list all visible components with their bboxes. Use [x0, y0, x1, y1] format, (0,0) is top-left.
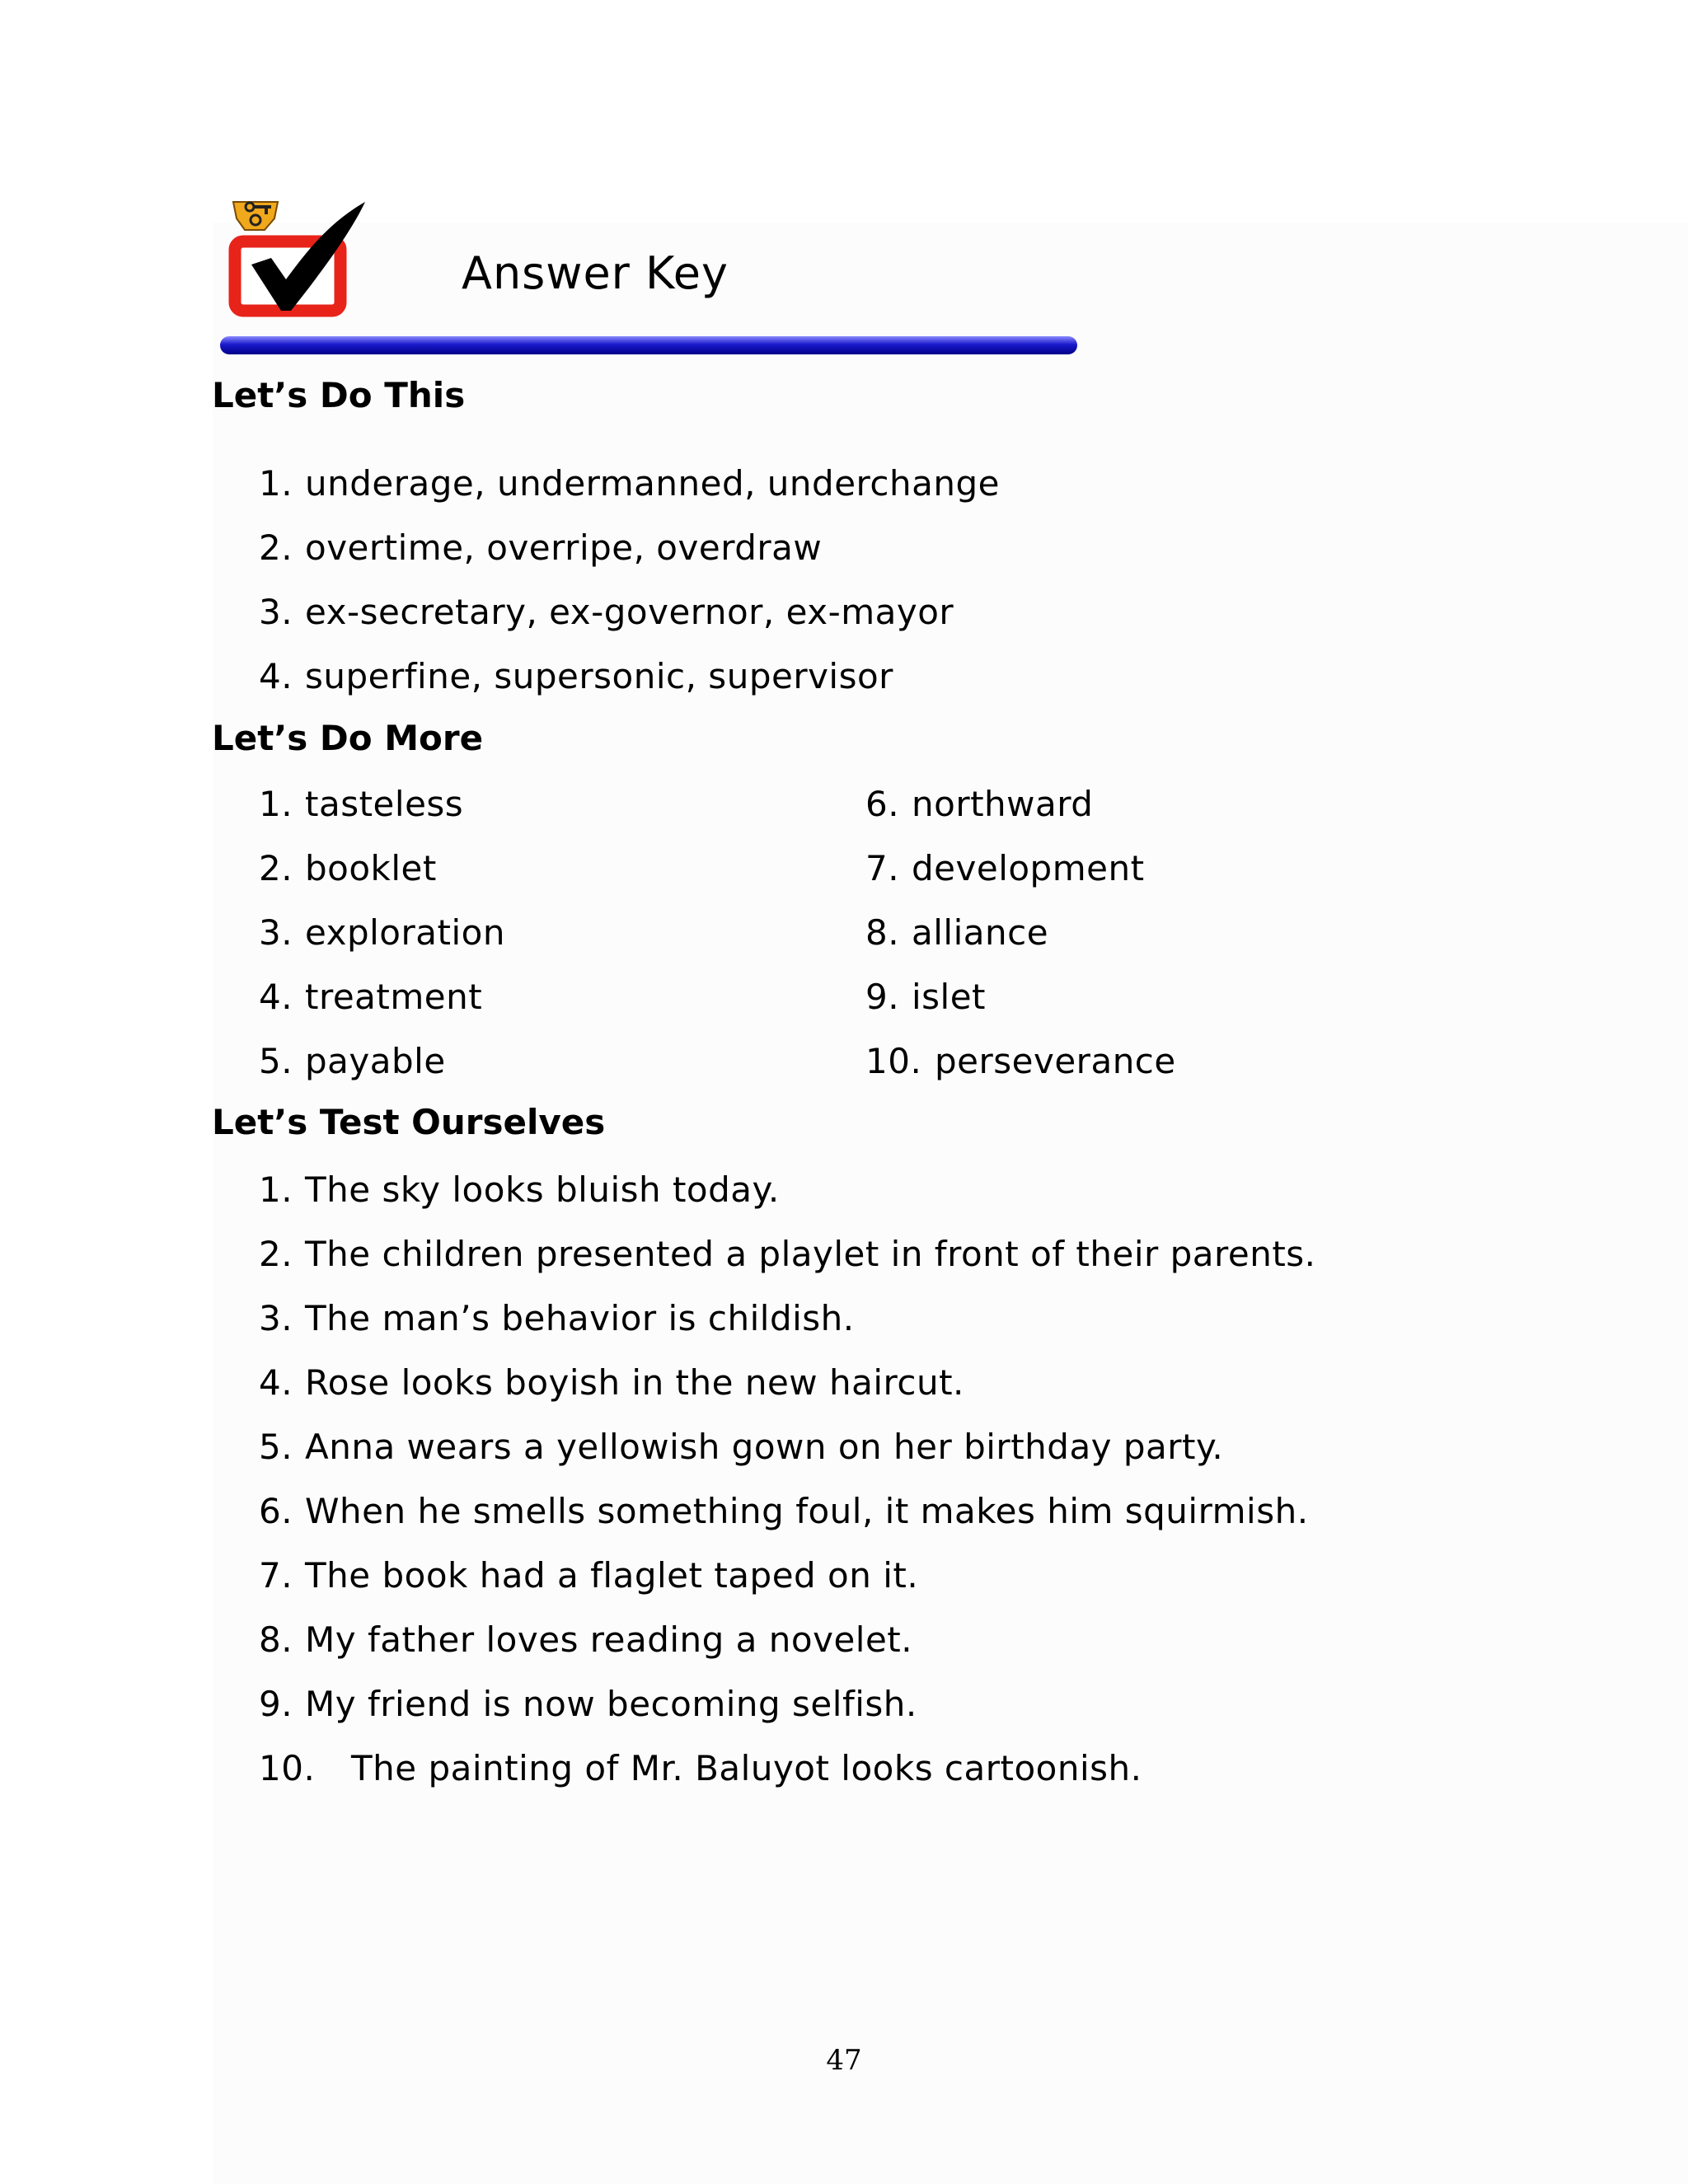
section-heading-do-more: Let’s Do More: [212, 718, 484, 758]
list-item: 1. tasteless: [259, 784, 464, 824]
list-item: 7. development: [865, 848, 1145, 888]
list-item: 8. alliance: [865, 912, 1049, 953]
list-item: 2. The children presented a playlet in front of their parents.: [259, 1234, 1316, 1274]
list-item: 10. perseverance: [865, 1041, 1176, 1081]
checkmark-logo-icon: [227, 194, 375, 326]
list-item: 1. The sky looks bluish today.: [259, 1169, 780, 1210]
list-item: 7. The book had a flaglet taped on it.: [259, 1555, 919, 1596]
page-number: 47: [826, 2044, 862, 2077]
list-item: 4. superfine, supersonic, supervisor: [259, 656, 893, 696]
section-heading-do-this: Let’s Do This: [212, 375, 466, 415]
list-item: 2. booklet: [259, 848, 437, 888]
key-badge-icon: [233, 202, 278, 230]
list-item: 1. underage, undermanned, underchange: [259, 463, 1000, 504]
list-item: 8. My father loves reading a novelet.: [259, 1619, 913, 1660]
list-item: 5. payable: [259, 1041, 446, 1081]
list-item: 3. The man’s behavior is childish.: [259, 1298, 855, 1338]
section-heading-test-ourselves: Let’s Test Ourselves: [212, 1102, 606, 1142]
list-item: 2. overtime, overripe, overdraw: [259, 527, 823, 568]
list-item: 9. islet: [865, 977, 987, 1017]
list-item: 10. The painting of Mr. Baluyot looks cartoonish.: [259, 1748, 1142, 1788]
title-divider: [218, 333, 1080, 359]
list-item: 3. ex-secretary, ex-governor, ex-mayor: [259, 592, 954, 632]
list-item: 4. treatment: [259, 977, 483, 1017]
list-item: 6. northward: [865, 784, 1094, 824]
list-item: 3. exploration: [259, 912, 505, 953]
list-item: 4. Rose looks boyish in the new haircut.: [259, 1362, 964, 1403]
page-title: Answer Key: [462, 247, 729, 299]
list-item: 9. My friend is now becoming selfish.: [259, 1684, 917, 1724]
list-item: 6. When he smells something foul, it makes him squirmish.: [259, 1491, 1309, 1531]
list-item: 5. Anna wears a yellowish gown on her birthday party.: [259, 1427, 1224, 1467]
